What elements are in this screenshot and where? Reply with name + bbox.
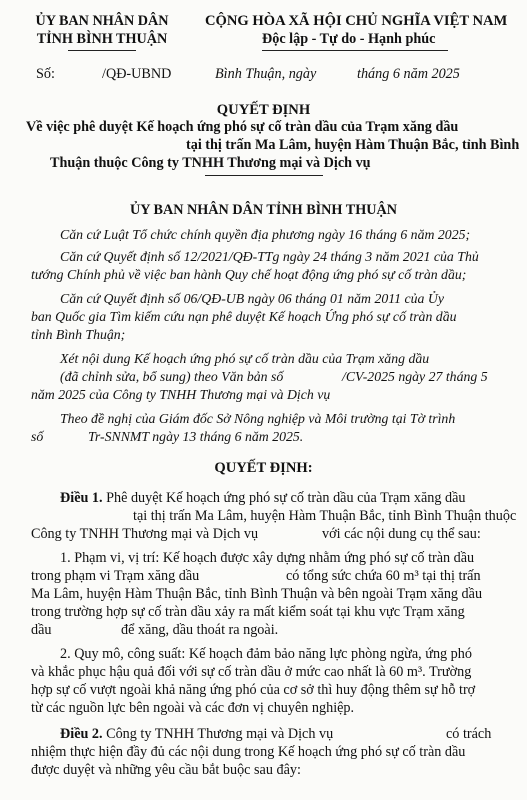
item-1-e2: để xăng, dầu thoát ra ngoài. bbox=[121, 622, 279, 638]
basis-2b: tướng Chính phủ về việc ban hành Quy chế hoạt động ứng phó sự cố tràn dầu; bbox=[31, 267, 467, 282]
authority-heading: ỦY BAN NHÂN DÂN TỈNH BÌNH THUẬN bbox=[130, 202, 397, 218]
article-2-text-a2: có trách bbox=[446, 726, 492, 742]
title-underline bbox=[205, 175, 323, 176]
basis-4d: năm 2025 của Công ty TNHH Thương mại và Dịch vụ bbox=[31, 387, 331, 402]
article-1-text-b: tại thị trấn Ma Lâm, huyện Hàm Thuận Bắc, tỉnh Bình Thuận thuộc bbox=[133, 508, 517, 524]
item-1-d: trong trường hợp sự cố tràn dầu xảy ra mất kiểm soát tại khu vực Trạm xăng bbox=[31, 604, 465, 620]
basis-3b: ban Quốc gia Tìm kiếm cứu nạn phê duyệt Kế hoạch Ứng phó sự cố tràn dầu bbox=[31, 309, 457, 324]
article-2-text-a1: Công ty TNHH Thương mại và Dịch vụ bbox=[106, 726, 334, 742]
basis-3a: Căn cứ Quyết định số 06/QĐ-UB ngày 06 tháng 01 năm 2011 của Ủy bbox=[60, 291, 444, 306]
basis-2a: Căn cứ Quyết định số 12/2021/QĐ-TTg ngày 24 tháng 3 năm 2021 của Thủ bbox=[60, 249, 479, 264]
basis-3c: tỉnh Bình Thuận; bbox=[31, 327, 126, 342]
item-1-a: 1. Phạm vi, vị trí: Kế hoạch được xây dựng nhằm ứng phó sự cố tràn dầu bbox=[60, 550, 475, 566]
issuer-underline bbox=[68, 50, 136, 51]
article-2-text-b: nhiệm thực hiện đầy đủ các nội dung trong Kế hoạch ứng phó sự cố tràn dầu bbox=[31, 744, 466, 760]
motto-underline bbox=[262, 50, 448, 51]
article-1-text-a: Phê duyệt Kế hoạch ứng phó sự cố tràn dầu của Trạm xăng dầu bbox=[106, 490, 466, 506]
issuer-line1: ỦY BAN NHÂN DÂN bbox=[35, 13, 169, 29]
item-1-c: Ma Lâm, huyện Hàm Thuận Bắc, tỉnh Bình Thuận và bên ngoài Trạm xăng dầu bbox=[31, 586, 483, 602]
article-2-line-1 bbox=[60, 725, 333, 743]
issuer-line2: TỈNH BÌNH THUẬN bbox=[36, 31, 168, 47]
item-2-b: và khắc phục hậu quả đối với sự cố tràn dầu ở mức cao nhất là 60 m³. Trường bbox=[31, 664, 472, 680]
place-date-b: tháng 6 năm 2025 bbox=[357, 66, 460, 82]
basis-4b: (đã chỉnh sửa, bổ sung) theo Văn bản số bbox=[60, 369, 284, 384]
item-2-c: hợp sự cố vượt ngoài khả năng ứng phó của cơ sở thì huy động thêm sự hỗ trợ bbox=[31, 682, 476, 698]
article-1-line-1 bbox=[60, 489, 465, 507]
item-1-b2: có tổng sức chứa 60 m³ tại thị trấn bbox=[286, 568, 481, 584]
national-motto: Độc lập - Tự do - Hạnh phúc bbox=[262, 31, 436, 47]
basis-4c: /CV-2025 ngày 27 tháng 5 bbox=[342, 369, 488, 384]
basis-4a: Xét nội dung Kế hoạch ứng phó sự cố tràn dầu của Trạm xăng dầu bbox=[60, 351, 430, 366]
item-1-b1: trong phạm vi Trạm xăng dầu bbox=[31, 568, 200, 584]
basis-5c: Tr-SNNMT ngày 13 tháng 6 năm 2025. bbox=[88, 429, 304, 444]
item-2-a: 2. Quy mô, công suất: Kế hoạch đảm bảo năng lực phòng ngừa, ứng phó bbox=[60, 646, 472, 662]
item-2-d: từ các nguồn lực bên ngoài và các đơn vị chuyên nghiệp. bbox=[31, 700, 355, 716]
item-1-e1: dầu bbox=[31, 622, 52, 638]
basis-5b: số bbox=[31, 429, 44, 444]
basis-1: Căn cứ Luật Tổ chức chính quyền địa phương ngày 16 tháng 6 năm 2025; bbox=[60, 227, 471, 242]
doc-number-label: Số: bbox=[36, 66, 55, 82]
article-1-label: Điều 1. bbox=[60, 490, 103, 506]
decision-subject-3: Thuận thuộc Công ty TNHH Thương mại và Dịch vụ bbox=[50, 155, 371, 171]
basis-5a: Theo đề nghị của Giám đốc Sở Nông nghiệp và Môi trường tại Tờ trình bbox=[60, 411, 456, 426]
decision-subject-1: Về việc phê duyệt Kế hoạch ứng phó sự cố tràn dầu của Trạm xăng dầu bbox=[26, 119, 459, 135]
article-1-text-c1: Công ty TNHH Thương mại và Dịch vụ bbox=[31, 526, 259, 542]
place-date-a: Bình Thuận, ngày bbox=[215, 66, 317, 82]
article-1-text-c2: với các nội dung cụ thể sau: bbox=[322, 526, 481, 542]
article-2-label: Điều 2. bbox=[60, 726, 103, 742]
national-title: CỘNG HÒA XÃ HỘI CHỦ NGHĨA VIỆT NAM bbox=[205, 13, 508, 29]
decide-heading: QUYẾT ĐỊNH: bbox=[214, 460, 313, 476]
article-2-text-c: được duyệt và những yêu cầu bắt buộc sau đây: bbox=[31, 762, 301, 778]
doc-number-suffix: /QĐ-UBND bbox=[102, 66, 172, 82]
decision-title: QUYẾT ĐỊNH bbox=[216, 102, 311, 118]
decision-subject-2: tại thị trấn Ma Lâm, huyện Hàm Thuận Bắc, tỉnh Bình bbox=[186, 137, 520, 153]
